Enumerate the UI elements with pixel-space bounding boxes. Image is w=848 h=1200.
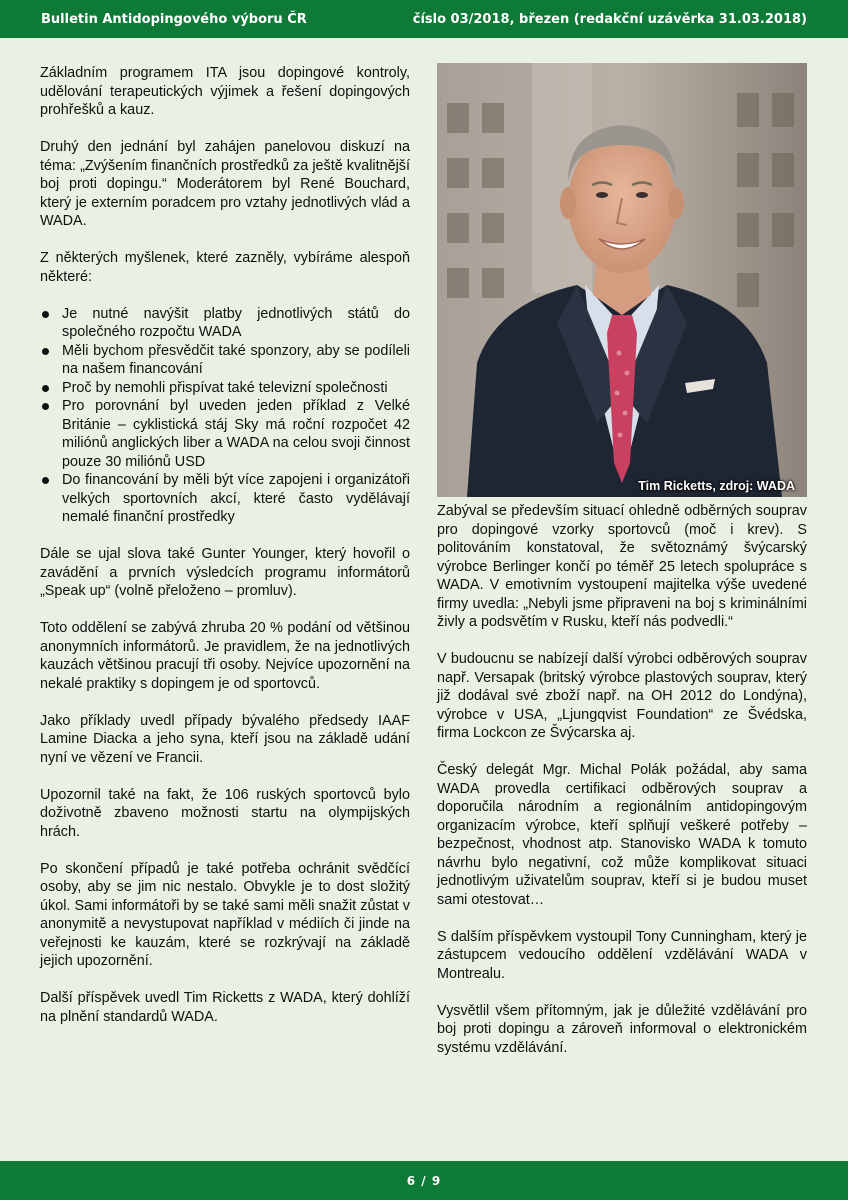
right-column <box>437 502 807 1076</box>
bullet-icon <box>42 348 49 355</box>
bullet-icon <box>42 311 49 318</box>
list-item-text: Měli bychom přesvědčit také sponzory, aby se podíleli na našem financování <box>62 342 410 377</box>
paragraph: Další příspěvek uvedl Tim Ricketts z WADA, který dohlíží na plnění standardů WADA. <box>40 990 410 1025</box>
paragraph: V budoucnu se nabízejí další výrobci odběrových souprav např. Versapak (britský výrobce plastových souprav, který již dodával své zboží např. na OH 2012 do Londýna), výrobce v USA, „Ljungqvist Foundation“ ze Švédska, firma Lockcon ze Švýcarska aj. <box>437 651 807 741</box>
paragraph: Vysvětlil všem přítomným, jak je důležité vzdělávání pro boj proti dopingu a zároveň informoval o elektronickém systému vzdělávání. <box>437 1002 807 1056</box>
page-number: 6 / 9 <box>406 1173 442 1188</box>
list-item <box>40 342 410 379</box>
paragraph: Toto oddělení se zabývá zhruba 20 % podání od většinou anonymních informátorů. Je pravidlem, že na jednotlivých kauzách většinou pracují tři osoby. Nejvíce upozornění na nekalé praktiky s dopingem je od sportovců. <box>40 620 410 692</box>
left-column <box>40 64 410 1045</box>
bullet-icon <box>42 403 49 410</box>
paragraph: Druhý den jednání byl zahájen panelovou diskuzí na téma: „Zvýšením finančních prostředků za ještě kvalitnější boj proti dopingu.“ Moderátorem byl René Bouchard, který je externím poradcem pro vztahy jednotlivých vlád a WADA. <box>40 139 410 229</box>
list-item-text: Pro porovnání byl uveden jeden příklad z Velké Británie – cyklistická stáj Sky má roční rozpočet 42 miliónů anglických liber a WADA na celou svoji činnost pouze 30 miliónů USD <box>62 398 410 470</box>
bullet-icon <box>42 477 49 484</box>
issue-info: číslo 03/2018, březen (redakční uzávěrka 31.03.2018) <box>412 11 807 27</box>
list-item <box>40 471 410 527</box>
page-header <box>0 0 848 38</box>
bullet-list <box>40 305 410 527</box>
paragraph: Zabýval se především situací ohledně odběrných souprav pro dopingové vzorky sportovců (moč i krev). S politováním konstatoval, že světoznámý švýcarský výrobce Berlinger končí po téměř 25 letech spolupráce s WADA. V emotivním vystoupení majitelka výše uvedené firmy uvedla: „Nebyli jsme připraveni na boj s kriminálními živly a podsvětím v Rusku, kteří nás podvedli.“ <box>437 503 807 630</box>
portrait-illustration <box>437 63 807 497</box>
paragraph: Český delegát Mgr. Michal Polák požádal, aby sama WADA provedla certifikaci odběrových souprav a doporučila národním a regionálním antidopingovým organizacím výrobce, kteří splňují veškeré potřeby – bezpečnost, vhodnost atp. Stanovisko WADA k tomuto návrhu bylo negativní, což může komplikovat situaci jednotlivým uživatelům souprav, kteří si je budou muset sami otestovat… <box>437 762 807 908</box>
paragraph: Upozornil také na fakt, že 106 ruských sportovců bylo doživotně zbaveno možnosti startu na olympijských hrách. <box>40 786 410 840</box>
bullet-icon <box>42 385 49 392</box>
paragraph: S dalším příspěvkem vystoupil Tony Cunningham, který je zástupcem vedoucího oddělení vzdělávání WADA v Montrealu. <box>437 928 807 982</box>
paragraph: Dále se ujal slova také Gunter Younger, který hovořil o zavádění a prvních výsledcích programu informátorů „Speak up“ (volně přeloženo – promluv). <box>40 546 410 599</box>
page-footer <box>0 1161 848 1200</box>
paragraph: Po skončení případů je také potřeba ochránit svědčící osoby, aby se jim nic nestalo. Obvykle je to dost složitý úkol. Sami informátoři by se také sami měli snažit zůstat v anonymitě a nevystupovat například v médiích či jinde na veřejnosti ke kauzám, které se rozkrývají na základě jejich upozornění. <box>40 860 410 969</box>
list-item-text: Proč by nemohli přispívat také televizní společnosti <box>62 379 388 396</box>
list-item-text: Je nutné navýšit platby jednotlivých států do společného rozpočtu WADA <box>62 305 410 340</box>
portrait-photo <box>437 63 807 497</box>
photo-caption: Tim Ricketts, zdroj: WADA <box>638 479 795 493</box>
list-item <box>40 305 410 342</box>
paragraph: Základním programem ITA jsou dopingové kontroly, udělování terapeutických výjimek a řešení dopingových prohřešků a kauz. <box>40 65 410 118</box>
list-item <box>40 397 410 471</box>
list-item <box>40 379 410 398</box>
paragraph: Jako příklady uvedl případy bývalého předsedy IAAF Lamine Diacka a jeho syna, kteří jsou na základě udání nyní ve vězení ve Francii. <box>40 712 410 766</box>
bulletin-title: Bulletin Antidopingového výboru ČR <box>41 11 307 27</box>
paragraph: Z některých myšlenek, které zazněly, vybíráme alespoň některé: <box>40 250 410 285</box>
list-item-text: Do financování by měli být více zapojeni i organizátoři velkých sportovních akcí, které často vydělávají nemalé finanční prostředky <box>62 472 410 525</box>
